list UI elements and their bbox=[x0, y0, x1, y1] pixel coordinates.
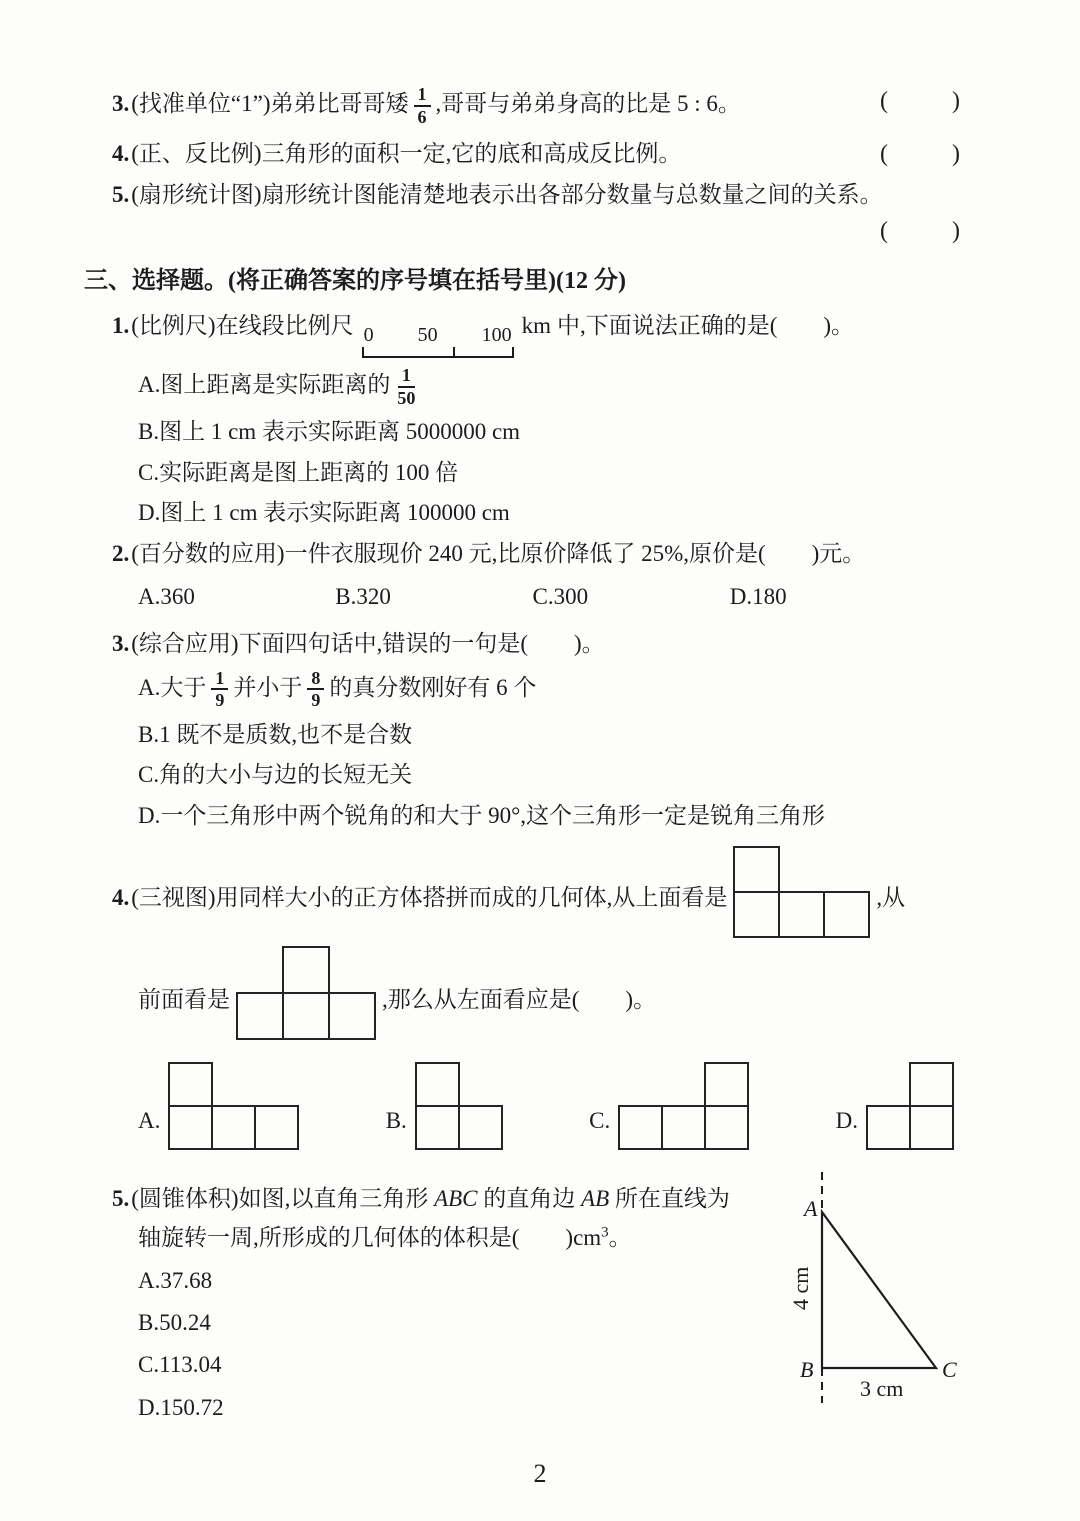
q1-stem-post: 中,下面说法正确的是( )。 bbox=[556, 313, 855, 339]
q3-option-b: B.1 既不是质数,也不是合数 bbox=[138, 721, 413, 747]
q4-front-pre: 前面看是 bbox=[138, 986, 230, 1012]
cube-face bbox=[661, 1105, 706, 1150]
right-triangle-figure bbox=[770, 1170, 960, 1405]
option-a-diagram bbox=[168, 1062, 299, 1150]
scale-tick-100: 100 bbox=[481, 324, 512, 347]
cube-face bbox=[211, 1105, 256, 1150]
cube-face bbox=[236, 992, 284, 1040]
q4-stem-mid: ,从 bbox=[876, 884, 906, 910]
cube-face bbox=[733, 891, 780, 938]
q4-option-b bbox=[386, 1062, 503, 1150]
judge-item-4 bbox=[112, 137, 960, 172]
option-d-diagram bbox=[866, 1062, 954, 1150]
scale-tick-0: 0 bbox=[363, 324, 374, 347]
scale-unit: km bbox=[521, 313, 551, 339]
stem-text: 。 bbox=[608, 1225, 632, 1251]
option-label: D. bbox=[835, 1108, 858, 1134]
fraction-numerator: 1 bbox=[211, 668, 228, 691]
q1-option-b: B.图上 1 cm 表示实际距离 5000000 cm bbox=[138, 419, 521, 445]
bracket-open: ( bbox=[880, 88, 888, 114]
judge-item-5-text bbox=[112, 178, 960, 211]
q5-stem-line2 bbox=[138, 1221, 770, 1254]
q5-stem-line1 bbox=[112, 1182, 770, 1215]
math-ABC: ABC bbox=[434, 1185, 478, 1211]
option-c-diagram bbox=[618, 1062, 749, 1150]
option-text: 的真分数刚好有 6 个 bbox=[329, 674, 537, 700]
option-label: C. bbox=[589, 1108, 611, 1134]
stem-text: 轴旋转一周,所形成的几何体的体积是( )cm bbox=[138, 1225, 602, 1251]
front-view-diagram bbox=[236, 946, 376, 1040]
fraction-denominator: 9 bbox=[215, 690, 225, 711]
stem-text: (圆锥体积)如图,以直角三角形 bbox=[131, 1185, 435, 1211]
q4-option-d bbox=[836, 1062, 954, 1150]
q2-stem-text: (百分数的应用)一件衣服现价 240 元,比原价降低了 25%,原价是( )元。 bbox=[131, 540, 866, 566]
cube-face bbox=[909, 1062, 954, 1107]
q1-stem bbox=[112, 309, 960, 358]
cube-face bbox=[778, 891, 825, 938]
q1-option-c: C.实际距离是图上距离的 100 倍 bbox=[138, 459, 459, 485]
linear-scale-diagram bbox=[362, 325, 514, 358]
scale-labels bbox=[362, 325, 514, 347]
cube-face bbox=[282, 946, 330, 994]
judge-item-3-text bbox=[112, 84, 880, 127]
bracket-open: ( bbox=[880, 217, 888, 244]
q5-text-column bbox=[112, 1176, 770, 1433]
q2-option-a: A.360 bbox=[138, 583, 195, 609]
scale-bar-line bbox=[362, 347, 514, 358]
item-text: (正、反比例)三角形的面积一定,它的底和高成反比例。 bbox=[131, 141, 682, 167]
q3-option-d: D.一个三角形中两个锐角的和大于 90°,这个三角形一定是锐角三角形 bbox=[138, 802, 826, 828]
side-label-4cm: 4 cm bbox=[788, 1266, 813, 1310]
item-number: 4. bbox=[112, 141, 130, 167]
option-label: B. bbox=[385, 1108, 407, 1134]
item-number: 3. bbox=[112, 90, 130, 116]
q5-option-c: C.113.04 bbox=[138, 1352, 222, 1378]
top-view-diagram bbox=[733, 846, 870, 938]
q1-option-a bbox=[138, 365, 960, 408]
cube-face bbox=[458, 1105, 503, 1150]
q1-stem-pre: (比例尺)在线段比例尺 bbox=[131, 313, 354, 339]
stem-text: (三视图)用同样大小的正方体搭拼而成的几何体,从上面看是 bbox=[131, 884, 728, 910]
option-text: A.图上距离是实际距离的 bbox=[138, 372, 391, 398]
fraction-numerator: 8 bbox=[307, 668, 324, 691]
cube-face bbox=[909, 1105, 954, 1150]
vertex-label-C: C bbox=[942, 1356, 957, 1382]
fraction-1-6 bbox=[414, 84, 431, 127]
q4-stem-line1 bbox=[112, 846, 960, 938]
option-b-diagram bbox=[415, 1062, 503, 1150]
q3-options bbox=[138, 668, 960, 832]
question-number: 5. bbox=[112, 1185, 130, 1211]
q4-option-a bbox=[138, 1062, 299, 1150]
cube-face bbox=[254, 1105, 299, 1150]
q4-stem-pre bbox=[112, 881, 727, 938]
q5-option-b: B.50.24 bbox=[138, 1309, 211, 1335]
q4-stem-line2 bbox=[138, 946, 960, 1040]
option-text: 并小于 bbox=[233, 674, 303, 700]
bracket-close: ) bbox=[952, 88, 960, 114]
q5-option-d: D.150.72 bbox=[138, 1394, 224, 1420]
q2-options bbox=[138, 580, 960, 613]
q5-block bbox=[112, 1176, 960, 1433]
option-text: A.大于 bbox=[138, 674, 207, 700]
fraction-denominator: 50 bbox=[397, 387, 416, 408]
cube-face bbox=[618, 1105, 663, 1150]
q4-option-c bbox=[589, 1062, 749, 1150]
item-text-post: ,哥哥与弟弟身高的比是 5 : 6。 bbox=[435, 90, 741, 116]
cube-face bbox=[415, 1105, 460, 1150]
option-label: A. bbox=[138, 1108, 161, 1134]
answer-bracket bbox=[880, 84, 960, 119]
q2-option-d: D.180 bbox=[729, 583, 787, 609]
q2-option-c: C.300 bbox=[532, 583, 589, 609]
bracket-close: ) bbox=[952, 141, 960, 168]
fraction-8-9 bbox=[307, 668, 324, 711]
q3-option-c: C.角的大小与边的长短无关 bbox=[138, 762, 413, 788]
fraction-numerator: 1 bbox=[398, 365, 415, 388]
stem-text: 的直角边 bbox=[477, 1185, 582, 1211]
section-title: 三、选择题。(将正确答案的序号填在括号里)(12 分) bbox=[84, 268, 626, 295]
q5-options bbox=[138, 1264, 770, 1424]
q3-option-a bbox=[138, 668, 960, 711]
cube-face bbox=[704, 1105, 749, 1150]
item-text-pre: (找准单位“1”)弟弟比哥哥矮 bbox=[131, 90, 409, 116]
fraction-1-9 bbox=[211, 668, 228, 711]
judge-item-3 bbox=[112, 84, 960, 127]
cube-face bbox=[282, 992, 330, 1040]
stem-text: 所在直线为 bbox=[609, 1185, 730, 1211]
fraction-1-50 bbox=[395, 365, 417, 408]
q2-option-b: B.320 bbox=[335, 583, 391, 609]
cube-face bbox=[415, 1062, 460, 1107]
cube-face bbox=[733, 846, 780, 893]
fraction-denominator: 6 bbox=[417, 106, 427, 127]
q5-option-a: A.37.68 bbox=[138, 1267, 213, 1293]
item-text: (扇形统计图)扇形统计图能清楚地表示出各部分数量与总数量之间的关系。 bbox=[131, 182, 883, 208]
cube-face bbox=[328, 992, 376, 1040]
q2-stem bbox=[112, 537, 960, 570]
q3-stem bbox=[112, 627, 960, 660]
bracket-close: ) bbox=[952, 217, 960, 244]
answer-bracket bbox=[880, 137, 960, 172]
judge-item-5-bracket-line bbox=[112, 214, 960, 249]
q5-figure bbox=[770, 1170, 960, 1433]
scale-tick-50: 50 bbox=[417, 324, 438, 347]
q4-stem-post: ,那么从左面看应是( )。 bbox=[382, 986, 657, 1012]
judge-item-5 bbox=[112, 178, 960, 211]
question-number: 1. bbox=[112, 313, 130, 339]
cube-face bbox=[168, 1062, 213, 1107]
cube-face bbox=[168, 1105, 213, 1150]
q1-options bbox=[138, 365, 960, 529]
answer-bracket bbox=[880, 214, 960, 249]
cube-face bbox=[823, 891, 870, 938]
q1-option-d: D.图上 1 cm 表示实际距离 100000 cm bbox=[138, 500, 510, 526]
question-number: 4. bbox=[112, 884, 130, 910]
cube-face bbox=[866, 1105, 911, 1150]
vertex-label-B: B bbox=[800, 1356, 814, 1382]
fraction-denominator: 9 bbox=[311, 690, 321, 711]
bracket-open: ( bbox=[880, 141, 888, 168]
side-label-3cm: 3 cm bbox=[860, 1375, 904, 1401]
fraction-numerator: 1 bbox=[414, 84, 431, 107]
math-AB: AB bbox=[581, 1185, 610, 1211]
triangle-outline bbox=[822, 1212, 936, 1368]
question-number: 3. bbox=[112, 631, 130, 657]
page-number: 2 bbox=[533, 1459, 547, 1489]
item-number: 5. bbox=[112, 182, 130, 208]
judge-item-4-text bbox=[112, 137, 880, 170]
cube-face bbox=[704, 1062, 749, 1107]
q3-stem-text: (综合应用)下面四句话中,错误的一句是( )。 bbox=[131, 631, 605, 657]
superscript-3: 3 bbox=[601, 1224, 609, 1241]
vertex-label-A: A bbox=[804, 1195, 818, 1221]
q4-options bbox=[138, 1062, 954, 1150]
question-number: 2. bbox=[112, 540, 130, 566]
